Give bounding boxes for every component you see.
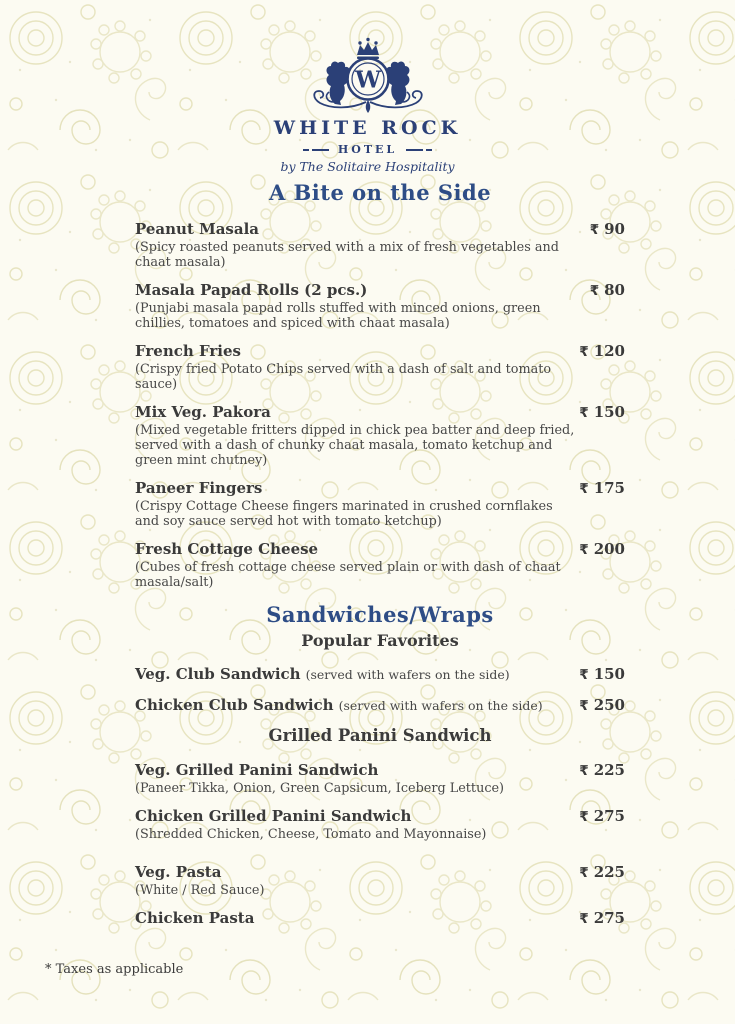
item-price: ₹ 90 [589,220,625,238]
lion-left-icon [326,62,349,105]
menu-item [135,664,625,683]
monogram-letter: W [354,66,381,94]
rupee-symbol: ₹ [579,344,589,360]
item-description: (Crispy Cottage Cheese fingers marinated in crushed cornflakes and soy sauce served hot with tomato ketchup) [135,499,553,529]
item-description: (Crispy fried Potato Chips served with a dash of salt and tomato sauce) [135,362,552,392]
menu-item [135,281,625,331]
rupee-symbol: ₹ [579,809,589,825]
section-title-sandwiches: Sandwiches/Wraps [266,602,494,627]
left-dash [303,149,329,151]
rupee-symbol: ₹ [579,667,589,683]
rupee-symbol: ₹ [579,865,589,881]
menu-item [135,342,625,392]
item-description: (Cubes of fresh cottage cheese served plain or with dash of chaat masala/salt) [135,560,561,590]
menu-item [135,695,625,714]
menu-item [135,909,625,927]
item-description: (White / Red Sauce) [135,883,265,898]
item-price: ₹ 225 [579,761,625,779]
item-price: ₹ 150 [579,665,625,683]
hotel-tagline: by The Solitaire Hospitality [280,159,455,174]
item-price: ₹ 275 [579,909,625,927]
rupee-symbol: ₹ [579,405,589,421]
item-description: (Punjabi masala papad rolls stuffed with minced onions, green chillies, tomatoes and spiced with chaat masala) [135,301,541,331]
crest-icon [273,36,463,116]
item-name: Chicken Grilled Panini Sandwich [135,807,412,825]
rupee-symbol: ₹ [589,222,600,238]
rupee-symbol: ₹ [579,763,589,779]
item-price: ₹ 120 [579,342,625,360]
item-name: Veg. Grilled Panini Sandwich [135,761,379,779]
menu-item [135,761,625,796]
item-name: Mix Veg. Pakora [135,403,271,421]
item-name: Chicken Pasta [135,909,255,927]
menu-item [135,403,625,468]
item-name-wrap [135,695,543,714]
item-inline-description: (served with wafers on the side) [338,698,543,713]
item-description: (Mixed vegetable fritters dipped in chick pea batter and deep fried, served with a dash of chunky chaat masala, tomato ketchup and green mint chutney) [135,423,575,468]
menu-item [135,479,625,529]
rupee-symbol: ₹ [579,542,589,558]
item-name: Veg. Pasta [135,863,222,881]
section-subtitle-popular: Popular Favorites [301,631,459,650]
hotel-name: WHITE ROCK [273,117,462,139]
menu-item [135,540,625,590]
rupee-symbol: ₹ [579,911,589,927]
item-name: Chicken Club Sandwich [135,696,334,714]
menu-item [135,807,625,842]
spacer [135,853,625,863]
crown-icon [357,38,379,59]
item-name: Fresh Cottage Cheese [135,540,319,558]
item-name: Paneer Fingers [135,479,263,497]
hotel-subtitle-label: HOTEL [337,143,398,156]
item-description: (Paneer Tikka, Onion, Green Capsicum, Iceberg Lettuce) [135,781,505,796]
rupee-symbol: ₹ [579,698,589,714]
item-name-wrap [135,664,510,683]
hotel-logo [0,36,735,174]
item-price: ₹ 200 [579,540,625,558]
item-description: (Shredded Chicken, Cheese, Tomato and Mayonnaise) [135,827,487,842]
item-inline-description: (served with wafers on the side) [305,667,510,682]
taxes-footnote: * Taxes as applicable [45,962,184,977]
hotel-subtitle [0,143,735,156]
section-title-bites: A Bite on the Side [268,180,492,205]
item-price: ₹ 225 [579,863,625,881]
right-dash [406,149,432,151]
item-name: Masala Papad Rolls (2 pcs.) [135,281,368,299]
item-price: ₹ 80 [589,281,625,299]
section-subheader-panini: Grilled Panini Sandwich [268,726,492,745]
monogram-circle [347,59,388,100]
menu-item [135,220,625,270]
item-name: Veg. Club Sandwich [135,665,301,683]
lion-right-icon [386,62,409,105]
rupee-symbol: ₹ [579,481,589,497]
item-name: French Fries [135,342,241,360]
item-price: ₹ 150 [579,403,625,421]
item-price: ₹ 275 [579,807,625,825]
rupee-symbol: ₹ [589,283,600,299]
item-name: Peanut Masala [135,220,260,238]
item-price: ₹ 175 [579,479,625,497]
item-price: ₹ 250 [579,696,625,714]
item-description: (Spicy roasted peanuts served with a mix of fresh vegetables and chaat masala) [135,240,559,270]
menu-item [135,863,625,898]
menu-body [135,180,625,938]
